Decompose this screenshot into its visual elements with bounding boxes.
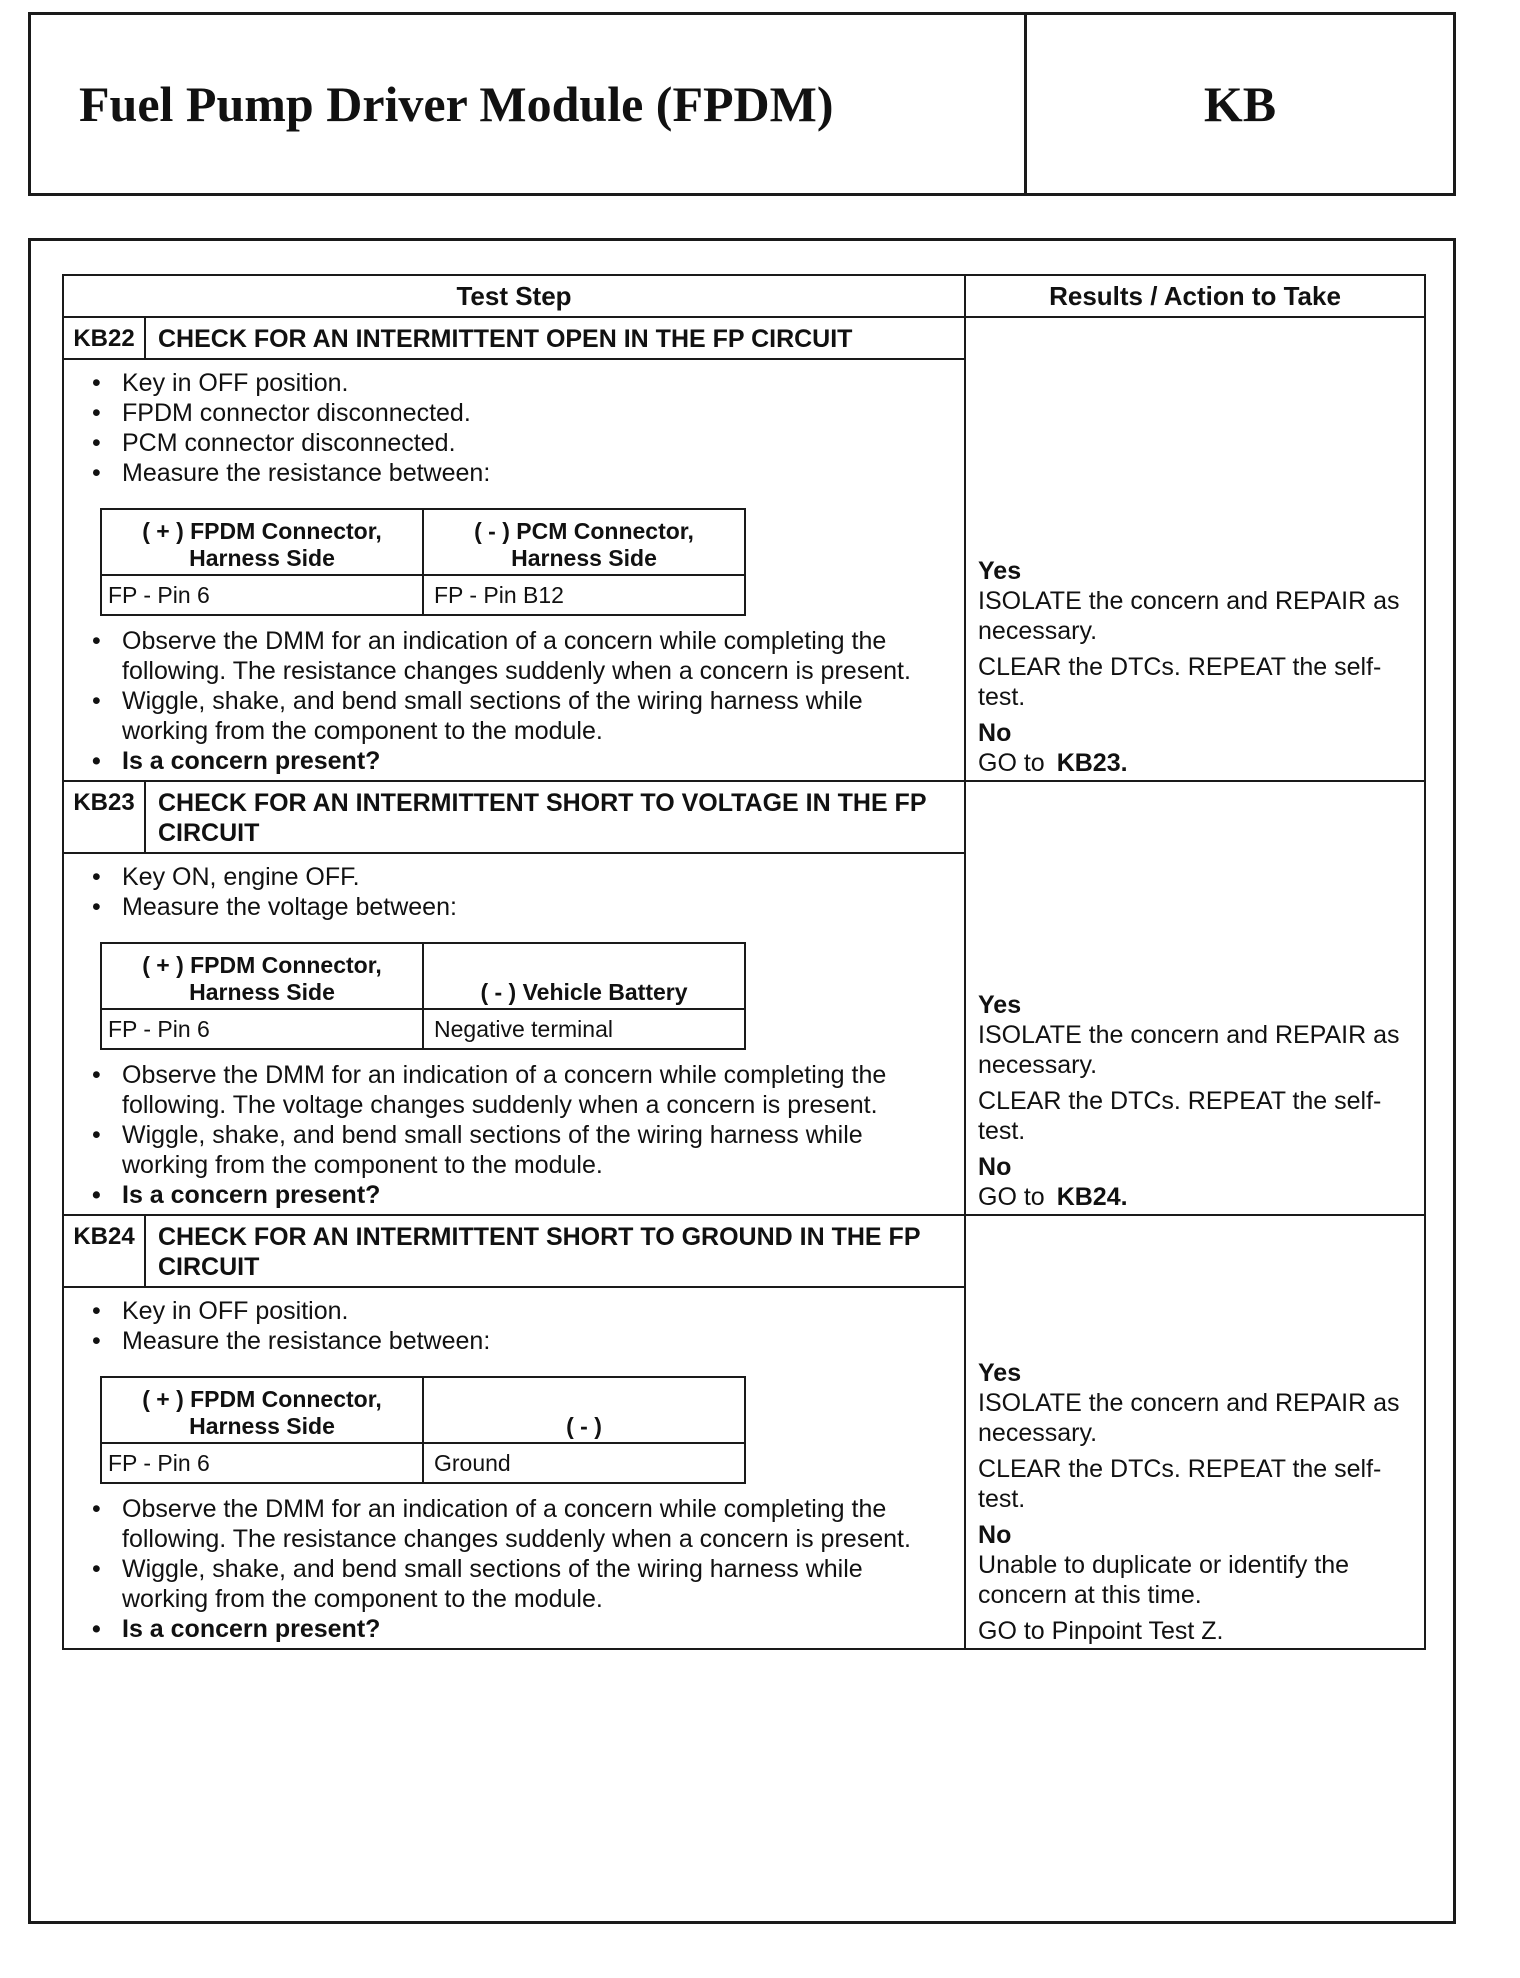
page-header — [28, 12, 1456, 196]
result-yes-label: Yes — [978, 557, 1022, 585]
list-item: • Measure the resistance between: — [78, 458, 946, 488]
section-code: KB — [1203, 76, 1277, 132]
table-header-row — [63, 275, 1425, 317]
result-cell — [965, 317, 1425, 781]
pin-header-negative: ( - ) Vehicle Battery — [423, 943, 745, 1009]
list-item: • Wiggle, shake, and bend small sections of the wiring harness while working from the component to the module. — [78, 1554, 946, 1614]
result-yes-label: Yes — [978, 1359, 1022, 1387]
result-cell — [965, 1215, 1425, 1649]
pin-header-positive: ( + ) FPDM Connector, Harness Side — [101, 1377, 423, 1443]
pin-header-negative: ( - ) PCM Connector, Harness Side — [423, 509, 745, 575]
result-no-action — [978, 1182, 1416, 1212]
step-row-kb24 — [63, 1215, 1425, 1287]
pin-value-positive: FP - Pin 6 — [101, 1443, 423, 1483]
result-no-action: GO to Pinpoint Test Z. — [978, 1617, 1224, 1645]
result-no-action — [978, 748, 1416, 778]
result-yes-action: CLEAR the DTCs. REPEAT the self-test. — [978, 1087, 1382, 1145]
list-item: • FPDM connector disconnected. — [78, 398, 946, 428]
pin-header-negative: ( - ) — [423, 1377, 745, 1443]
result-no-action: Unable to duplicate or identify the concern at this time. — [978, 1551, 1350, 1609]
step-body — [63, 853, 965, 1215]
list-item: • Key in OFF position. — [78, 368, 946, 398]
pin-header-positive: ( + ) FPDM Connector, Harness Side — [101, 943, 423, 1009]
step-id: KB24 — [63, 1215, 145, 1287]
result-no-label: No — [978, 1153, 1012, 1181]
pin-value-negative: Ground — [423, 1443, 745, 1483]
result-yes-action: ISOLATE the concern and REPAIR as necessary. — [978, 587, 1400, 645]
list-item: • Key ON, engine OFF. — [78, 862, 946, 892]
result-goto-text: GO to — [978, 749, 1045, 777]
page-title: Fuel Pump Driver Module (FPDM) — [31, 15, 1027, 193]
question-item: • Is a concern present? — [78, 1180, 946, 1210]
result-yes-action: ISOLATE the concern and REPAIR as necessary. — [978, 1389, 1400, 1447]
pin-table — [100, 942, 746, 1050]
list-item: • PCM connector disconnected. — [78, 428, 946, 458]
step-row-kb22 — [63, 317, 1425, 359]
list-item: • Measure the voltage between: — [78, 892, 946, 922]
header-test-step: Test Step — [63, 275, 965, 317]
step-title: CHECK FOR AN INTERMITTENT SHORT TO VOLTAGE IN THE FP CIRCUIT — [145, 781, 965, 853]
result-cell — [965, 781, 1425, 1215]
list-item: • Observe the DMM for an indication of a concern while completing the following. The resistance changes suddenly when a concern is present. — [78, 1494, 946, 1554]
step-body — [63, 1287, 965, 1649]
question-item: • Is a concern present? — [78, 746, 946, 776]
pin-table — [100, 1376, 746, 1484]
step-id: KB22 — [63, 317, 145, 359]
result-yes-label: Yes — [978, 991, 1022, 1019]
result-yes-action: CLEAR the DTCs. REPEAT the self-test. — [978, 1455, 1382, 1513]
result-yes-action: CLEAR the DTCs. REPEAT the self-test. — [978, 653, 1382, 711]
list-item: • Key in OFF position. — [78, 1296, 946, 1326]
pin-header-positive: ( + ) FPDM Connector, Harness Side — [101, 509, 423, 575]
step-id: KB23 — [63, 781, 145, 853]
list-item: • Wiggle, shake, and bend small sections of the wiring harness while working from the component to the module. — [78, 686, 946, 746]
step-row-kb23 — [63, 781, 1425, 853]
list-item: • Observe the DMM for an indication of a concern while completing the following. The voltage changes suddenly when a concern is present. — [78, 1060, 946, 1120]
list-item: • Wiggle, shake, and bend small sections of the wiring harness while working from the component to the module. — [78, 1120, 946, 1180]
result-goto-step: KB23. — [1056, 749, 1128, 777]
test-step-table — [62, 274, 1426, 1650]
result-no-label: No — [978, 1521, 1012, 1549]
header-results: Results / Action to Take — [965, 275, 1425, 317]
list-item: • Observe the DMM for an indication of a concern while completing the following. The resistance changes suddenly when a concern is present. — [78, 626, 946, 686]
pin-value-negative: Negative terminal — [423, 1009, 745, 1049]
pin-table — [100, 508, 746, 616]
result-yes-action: ISOLATE the concern and REPAIR as necessary. — [978, 1021, 1400, 1079]
question-item: • Is a concern present? — [78, 1614, 946, 1644]
step-title: CHECK FOR AN INTERMITTENT SHORT TO GROUND IN THE FP CIRCUIT — [145, 1215, 965, 1287]
list-item: • Measure the resistance between: — [78, 1326, 946, 1356]
pin-value-positive: FP - Pin 6 — [101, 575, 423, 615]
result-no-label: No — [978, 719, 1012, 747]
result-goto-text: GO to — [978, 1183, 1045, 1211]
pin-value-positive: FP - Pin 6 — [101, 1009, 423, 1049]
pin-value-negative: FP - Pin B12 — [423, 575, 745, 615]
result-goto-step: KB24. — [1056, 1183, 1128, 1211]
step-title: CHECK FOR AN INTERMITTENT OPEN IN THE FP CIRCUIT — [145, 317, 965, 359]
step-body — [63, 359, 965, 781]
